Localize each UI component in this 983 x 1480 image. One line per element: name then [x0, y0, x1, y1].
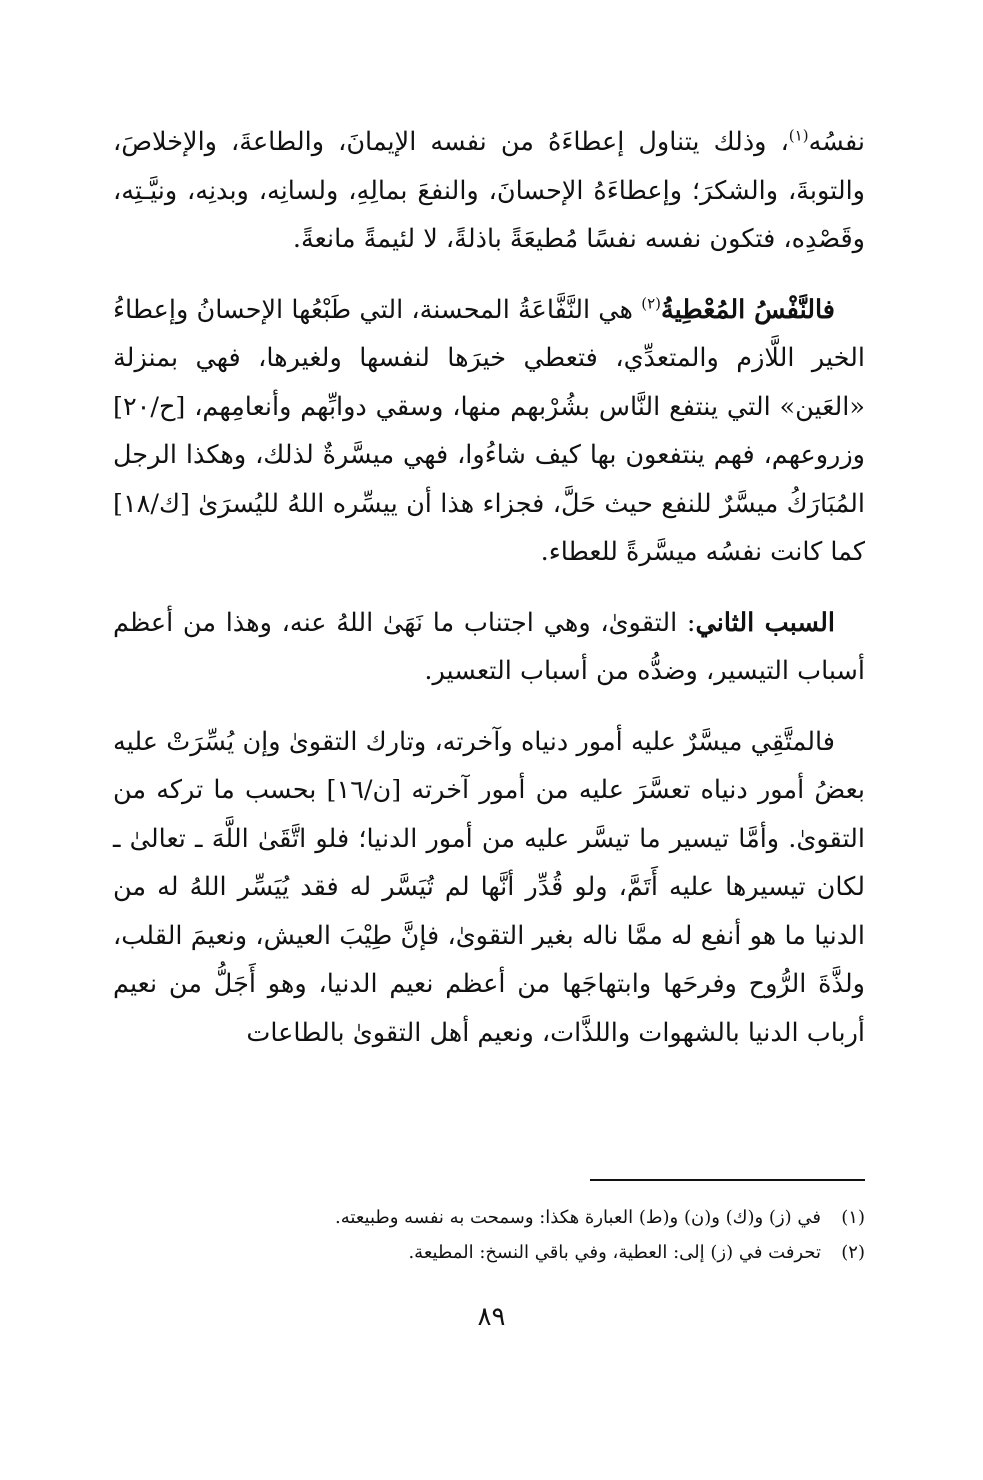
footnote-1	[113, 1200, 865, 1235]
footnote-marker-1: (١)	[788, 126, 809, 145]
page-number: ٨٩	[477, 1302, 506, 1332]
footnote-marker-2: (٢)	[641, 294, 661, 312]
main-text	[113, 118, 865, 1079]
footnote-1-text: في (ز) و(ك) و(ن) و(ط) العبارة هكذا: وسمحت به نفسه وطبيعته.	[335, 1207, 821, 1228]
footnote-1-number: (١)	[841, 1207, 865, 1228]
paragraph-2-text: هي النَّفَّاعَةُ المحسنة، التي طَبْعُها الإحسانُ وإعطاءُ الخير اللَّازم والمتعدِّي، فتعطي خيرَها لنفسها ولغيرها، فهي بمنزلة «العَين» التي ينتفع النَّاس بشُرْبهم منها، وسقي دوابِّهم وأنعامِهم، [ح/٢٠] وزروعهم، فهم ينتفعون بها كيف شاءُوا، فهي ميسَّرةٌ لذلك، وهكذا الرجل المُبَارَكُ ميسَّرٌ للنفع حيث حَلَّ، فجزاء هذا أن ييسِّره اللهُ لليُسرَىٰ [ك/١٨] كما كانت نفسُه ميسَّرةً للعطاء.	[113, 294, 866, 567]
paragraph-3	[113, 599, 865, 696]
paragraph-1-text: ، وذلك يتناول إعطاءَهُ من نفسه الإيمانَ، والطاعةَ، والإخلاصَ، والتوبةَ، والشكرَ؛ وإعطاءَهُ الإحسانَ، والنفعَ بمالِهِ، ولسانِه، وبدنِه، ونيَّـتِه، وقَصْدِه، فتكون نفسه نفسًا مُطيعَةً باذلةً، لا لئيمةً مانعةً.	[113, 127, 865, 254]
paragraph-2	[113, 286, 865, 577]
footnotes	[113, 1200, 865, 1270]
paragraph-3-text: : التقوىٰ، وهي اجتناب ما نَهَىٰ اللهُ عنه، وهذا من أعظم أسباب التيسير، وضدُّه من أسباب التعسير.	[113, 607, 865, 686]
paragraph-3-heading: السبب الثاني	[695, 607, 836, 638]
paragraph-2-heading: فالنَّفْسُ المُعْطِيةُ	[661, 294, 835, 325]
paragraph-1	[113, 118, 865, 264]
paragraph-4-text: فالمتَّقِي ميسَّرٌ عليه أمور دنياه وآخرته، وتارك التقوىٰ وإن يُسِّرَتْ عليه بعضُ أمور دنياه تعسَّرَ عليه من أمور آخرته [ن/١٦] بحسب ما تركه من التقوىٰ. وأمَّا تيسير ما تيسَّر عليه من أمور الدنيا؛ فلو اتَّقَىٰ اللَّهَ ـ تعالىٰ ـ لكان تيسيرها عليه أَتَمَّ، ولو قُدِّر أنَّها لم تُيَسَّر له فقد يُيَسِّر اللهُ له من الدنيا ما هو أنفع له ممَّا ناله بغير التقوىٰ، فإنَّ طِيْبَ العيش، ونعيمَ القلب، ولذَّةَ الرُّوح وفرحَها وابتهاجَها من أعظم نعيم الدنيا، وهو أَجَلُّ من نعيم أرباب الدنيا بالشهوات واللذَّات، ونعيم أهل التقوىٰ بالطاعات	[113, 726, 865, 1048]
paragraph-1-start: نفسُه	[808, 127, 865, 157]
footnote-2-number: (٢)	[841, 1242, 865, 1263]
paragraph-4	[113, 718, 865, 1058]
footnote-separator	[590, 1179, 865, 1181]
footnote-2-text: تحرفت في (ز) إلى: العطية، وفي باقي النسخ: المطيعة.	[408, 1242, 821, 1263]
footnote-2	[113, 1235, 865, 1270]
